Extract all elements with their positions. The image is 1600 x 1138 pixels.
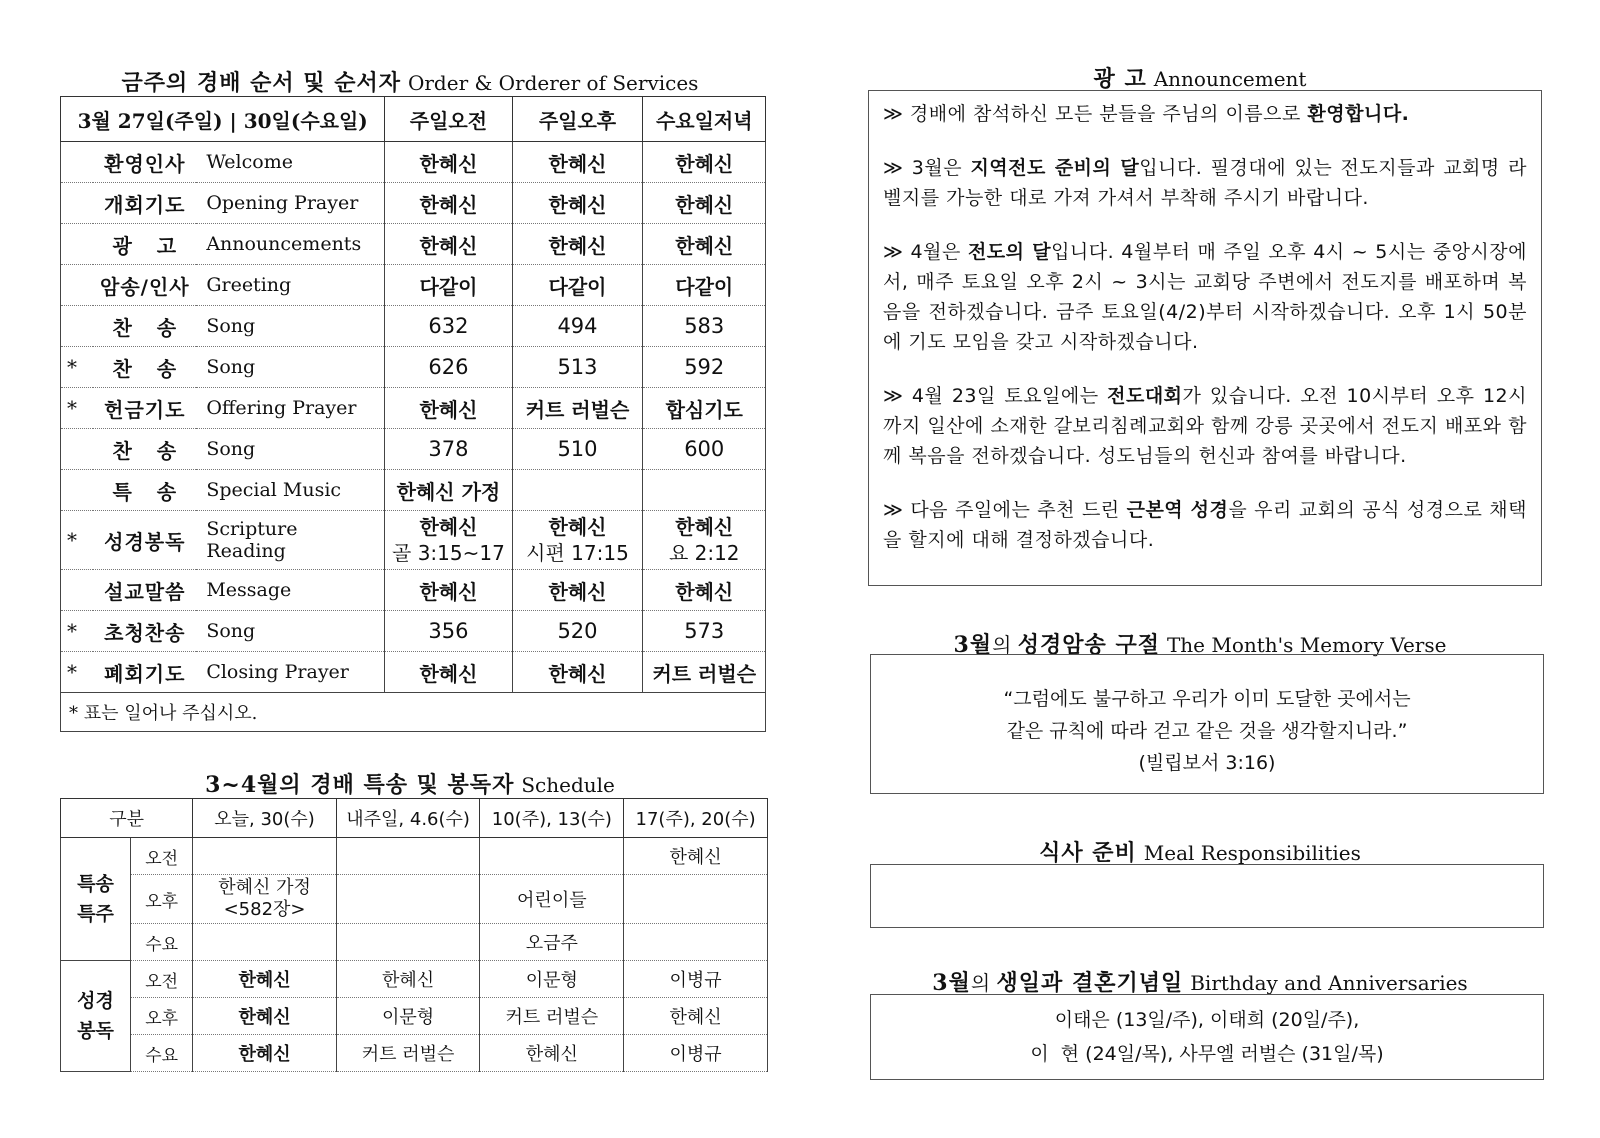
schedule-header-row <box>61 799 768 838</box>
order-cell-name: 한혜신 <box>548 515 607 539</box>
order-row <box>61 388 766 429</box>
order-star <box>61 470 94 511</box>
memory-verse-line1: “그럼에도 불구하고 우리가 이미 도달한 곳에서는 <box>1003 688 1411 710</box>
order-cell: 356 <box>385 611 512 652</box>
order-item-ko: 찬 송 <box>93 429 196 470</box>
announcement-highlight: 환영합니다. <box>1307 103 1410 125</box>
meal-box <box>870 864 1544 928</box>
schedule-cell: 한혜신 <box>193 1035 336 1072</box>
order-star: * <box>61 611 94 652</box>
order-cell: 510 <box>512 429 643 470</box>
order-item-en: Message <box>196 570 385 611</box>
order-item-en: Closing Prayer <box>196 652 385 693</box>
order-item-en: Offering Prayer <box>196 388 385 429</box>
schedule-cell <box>193 924 336 961</box>
order-cell: 다같이 <box>512 265 643 306</box>
order-cell: 한혜신 <box>512 183 643 224</box>
birthday-title-particle: 의 <box>970 971 997 995</box>
order-cell: 600 <box>643 429 766 470</box>
announcement-text: 입니다. 필경대에 있는 전도지들과 교회명 라벨지를 가능한 대로 가져 가셔서 부착해 주시기 바랍니다. <box>883 157 1527 209</box>
order-cell: 378 <box>385 429 512 470</box>
schedule-row <box>61 961 768 998</box>
order-row <box>61 347 766 388</box>
schedule-cell <box>193 838 336 875</box>
order-item-ko: 찬 송 <box>93 347 196 388</box>
schedule-cell: 한혜신 <box>624 998 768 1035</box>
schedule-header-cell: 오늘, 30(수) <box>193 799 336 838</box>
order-cell <box>643 511 766 570</box>
announce-title-ko: 광 고 <box>1093 66 1147 92</box>
order-item-ko: 환영인사 <box>93 142 196 183</box>
order-row <box>61 429 766 470</box>
order-item-en: Opening Prayer <box>196 183 385 224</box>
order-cell <box>512 511 643 570</box>
order-header-col: 수요일저녁 <box>643 97 766 142</box>
schedule-row <box>61 1035 768 1072</box>
order-star <box>61 429 94 470</box>
memory-title-particle: 의 <box>992 633 1018 657</box>
order-item-en: Welcome <box>196 142 385 183</box>
order-cell: 632 <box>385 306 512 347</box>
schedule-group-label: 성경 봉독 <box>61 961 131 1072</box>
schedule-sub-label: 수요 <box>130 1035 192 1072</box>
schedule-cell: 어린이들 <box>480 875 624 924</box>
memory-verse-line2: 같은 규칙에 따라 걷고 같은 것을 생각할지니라.” <box>1006 720 1408 742</box>
schedule-table <box>60 798 768 1072</box>
order-cell: 한혜신 <box>643 142 766 183</box>
order-star: * <box>61 652 94 693</box>
announcement-highlight: 전도대회 <box>1107 385 1183 407</box>
order-cell: 한혜신 <box>512 652 643 693</box>
announcement-text: ≫ 4월 23일 토요일에는 <box>883 385 1108 407</box>
order-table <box>60 96 766 732</box>
memory-title-ko: 성경암송 구절 <box>1017 632 1160 658</box>
announcement-text: ≫ 경배에 참석하신 모든 분들을 주님의 이름으로 <box>883 103 1308 125</box>
order-cell-name: 한혜신 <box>419 515 478 539</box>
order-item-ko: 특 송 <box>93 470 196 511</box>
schedule-cell: 한혜신 가정 <582장> <box>193 875 336 924</box>
meal-title-ko: 식사 준비 <box>1039 840 1137 866</box>
order-item-en: Song <box>196 306 385 347</box>
order-cell: 다같이 <box>643 265 766 306</box>
birthday-line1: 이태은 (13일/주), 이태희 (20일/주), <box>1054 1009 1360 1031</box>
order-footnote: * 표는 일어나 주십시오. <box>61 693 766 732</box>
schedule-row <box>61 838 768 875</box>
order-cell: 494 <box>512 306 643 347</box>
schedule-sub-label: 오후 <box>130 998 192 1035</box>
order-star <box>61 142 94 183</box>
schedule-group-label: 특송 특주 <box>61 838 131 961</box>
order-cell-verse: 요 2:12 <box>668 541 740 565</box>
order-star <box>61 224 94 265</box>
order-row <box>61 142 766 183</box>
announce-title-en: Announcement <box>1153 67 1307 91</box>
schedule-cell <box>336 838 480 875</box>
announcement-highlight: 전도의 달 <box>967 241 1052 263</box>
order-cell: 한혜신 <box>512 224 643 265</box>
schedule-sub-label: 오후 <box>130 875 192 924</box>
schedule-cell: 이병규 <box>624 961 768 998</box>
memory-verse-box <box>870 654 1544 794</box>
order-item-en: Announcements <box>196 224 385 265</box>
order-header-col: 주일오후 <box>512 97 643 142</box>
order-cell: 합심기도 <box>643 388 766 429</box>
order-star <box>61 265 94 306</box>
order-cell: 592 <box>643 347 766 388</box>
schedule-sub-label: 오전 <box>130 838 192 875</box>
order-star <box>61 183 94 224</box>
schedule-cell: 커트 러벌슨 <box>480 998 624 1035</box>
order-item-ko: 초청찬송 <box>93 611 196 652</box>
announce-title <box>870 62 1530 93</box>
order-cell: 커트 러벌슨 <box>643 652 766 693</box>
order-row <box>61 183 766 224</box>
birthday-line2: 이 현 (24일/목), 사무엘 러벌슨 (31일/목) <box>1030 1043 1384 1065</box>
order-star: * <box>61 388 94 429</box>
order-cell: 다같이 <box>385 265 512 306</box>
schedule-cell: 한혜신 <box>480 1035 624 1072</box>
order-row <box>61 306 766 347</box>
order-item-en: Greeting <box>196 265 385 306</box>
schedule-title <box>60 768 760 799</box>
announcement-highlight: 근본역 성경 <box>1126 499 1229 521</box>
order-cell: 한혜신 가정 <box>385 470 512 511</box>
schedule-sub-label: 오전 <box>130 961 192 998</box>
schedule-cell <box>336 875 480 924</box>
order-header-row <box>61 97 766 142</box>
schedule-header-cell: 내주일, 4.6(수) <box>336 799 480 838</box>
order-cell: 520 <box>512 611 643 652</box>
schedule-title-ko: 3~4월의 경배 특송 및 봉독자 <box>205 772 515 798</box>
schedule-header-cell: 구분 <box>61 799 193 838</box>
order-cell <box>385 511 512 570</box>
schedule-cell: 이문형 <box>480 961 624 998</box>
schedule-cell: 한혜신 <box>624 838 768 875</box>
order-star <box>61 306 94 347</box>
schedule-sub-label: 수요 <box>130 924 192 961</box>
order-cell: 573 <box>643 611 766 652</box>
announcement-highlight: 지역전도 준비의 달 <box>970 157 1140 179</box>
announcement-text: ≫ 다음 주일에는 추천 드린 <box>883 499 1127 521</box>
announcement-box <box>868 90 1542 586</box>
order-row <box>61 224 766 265</box>
order-cell: 한혜신 <box>385 570 512 611</box>
schedule-row <box>61 998 768 1035</box>
order-header-col: 주일오전 <box>385 97 512 142</box>
order-cell: 한혜신 <box>385 224 512 265</box>
order-row <box>61 570 766 611</box>
announcement-text: 입니다. 4월부터 매 주일 오후 4시 ~ 5시는 중앙시장에서, 매주 토요일 오후 2시 ~ 3시는 교회당 주변에서 전도지를 배포하며 복음을 전하겠습니다. 금주 토요일(4/2)부터 시작하겠습니다. 오후 1시 50분에 기도 모임을 갖고 시작하겠습니다. <box>883 241 1527 353</box>
order-item-ko: 찬 송 <box>93 306 196 347</box>
memory-title-en: The Month's Memory Verse <box>1166 633 1447 657</box>
schedule-cell: 이병규 <box>624 1035 768 1072</box>
schedule-cell <box>336 924 480 961</box>
schedule-cell <box>624 875 768 924</box>
order-cell: 한혜신 <box>385 652 512 693</box>
order-cell: 한혜신 <box>643 570 766 611</box>
schedule-header-cell: 17(주), 20(수) <box>624 799 768 838</box>
schedule-cell: 한혜신 <box>193 998 336 1035</box>
order-star: * <box>61 347 94 388</box>
schedule-cell: 커트 러벌슨 <box>336 1035 480 1072</box>
order-item-ko: 광 고 <box>93 224 196 265</box>
order-star: * <box>61 511 94 570</box>
birthday-title-month: 3월 <box>932 970 971 996</box>
order-item-en: Scripture Reading <box>196 511 385 570</box>
order-cell: 583 <box>643 306 766 347</box>
order-row <box>61 265 766 306</box>
order-footnote-row <box>61 693 766 732</box>
order-cell: 626 <box>385 347 512 388</box>
order-item-ko: 암송/인사 <box>93 265 196 306</box>
order-item-ko: 헌금기도 <box>93 388 196 429</box>
meal-title <box>870 836 1530 867</box>
order-row <box>61 652 766 693</box>
schedule-row <box>61 875 768 924</box>
order-row <box>61 470 766 511</box>
order-item-ko: 폐회기도 <box>93 652 196 693</box>
order-cell: 한혜신 <box>512 142 643 183</box>
schedule-row <box>61 924 768 961</box>
schedule-title-en: Schedule <box>521 773 615 797</box>
schedule-cell: 한혜신 <box>336 961 480 998</box>
order-cell-name: 한혜신 <box>675 515 734 539</box>
announcement-item <box>883 153 1527 213</box>
order-cell-verse: 골 3:15~17 <box>392 541 505 565</box>
announcement-text: ≫ 4월은 <box>883 241 968 263</box>
announcement-item <box>883 99 1527 129</box>
announcement-item <box>883 381 1527 471</box>
order-title-ko: 금주의 경배 순서 및 순서자 <box>121 70 401 96</box>
announcement-item <box>883 237 1527 357</box>
order-item-ko: 성경봉독 <box>93 511 196 570</box>
order-cell: 한혜신 <box>643 224 766 265</box>
memory-title-month: 3월 <box>953 632 993 658</box>
order-title-en: Order & Orderer of Services <box>407 71 699 95</box>
birthday-box <box>870 994 1544 1080</box>
order-cell: 한혜신 <box>385 388 512 429</box>
order-item-en: Song <box>196 429 385 470</box>
announcement-text: ≫ 3월은 <box>883 157 971 179</box>
order-cell: 한혜신 <box>512 570 643 611</box>
schedule-cell <box>624 924 768 961</box>
order-cell-verse: 시편 17:15 <box>526 541 629 565</box>
order-cell <box>643 470 766 511</box>
schedule-cell: 이문형 <box>336 998 480 1035</box>
order-cell: 513 <box>512 347 643 388</box>
birthday-title <box>870 966 1530 997</box>
announcement-text: 을 우리 교회의 공식 성경으로 채택을 할지에 대해 결정하겠습니다. <box>883 499 1527 551</box>
announcement-item <box>883 495 1527 555</box>
schedule-cell: 오금주 <box>480 924 624 961</box>
order-row <box>61 511 766 570</box>
birthday-title-en: Birthday and Anniversaries <box>1190 971 1468 995</box>
meal-title-en: Meal Responsibilities <box>1143 841 1361 865</box>
order-item-ko: 설교말씀 <box>93 570 196 611</box>
order-item-en: Special Music <box>196 470 385 511</box>
announcement-text: 가 있습니다. 오전 10시부터 오후 12시까지 일산에 소재한 갈보리침례교회와 함께 강릉 곳곳에서 전도지 배포와 함께 복음을 전하겠습니다. 성도님들의 헌신과 참여를 바랍니다. <box>883 385 1527 467</box>
order-cell: 커트 러벌슨 <box>512 388 643 429</box>
order-star <box>61 570 94 611</box>
order-cell: 한혜신 <box>385 183 512 224</box>
order-item-en: Song <box>196 611 385 652</box>
memory-verse-ref: (빌립보서 3:16) <box>1138 752 1276 774</box>
order-cell: 한혜신 <box>643 183 766 224</box>
order-header-date: 3월 27일(주일) | 30일(수요일) <box>61 97 385 142</box>
order-title <box>60 66 760 97</box>
birthday-title-ko: 생일과 결혼기념일 <box>996 970 1184 996</box>
order-cell <box>512 470 643 511</box>
order-item-ko: 개회기도 <box>93 183 196 224</box>
order-row <box>61 611 766 652</box>
order-cell: 한혜신 <box>385 142 512 183</box>
order-item-en: Song <box>196 347 385 388</box>
schedule-cell: 한혜신 <box>193 961 336 998</box>
schedule-header-cell: 10(주), 13(수) <box>480 799 624 838</box>
schedule-cell <box>480 838 624 875</box>
